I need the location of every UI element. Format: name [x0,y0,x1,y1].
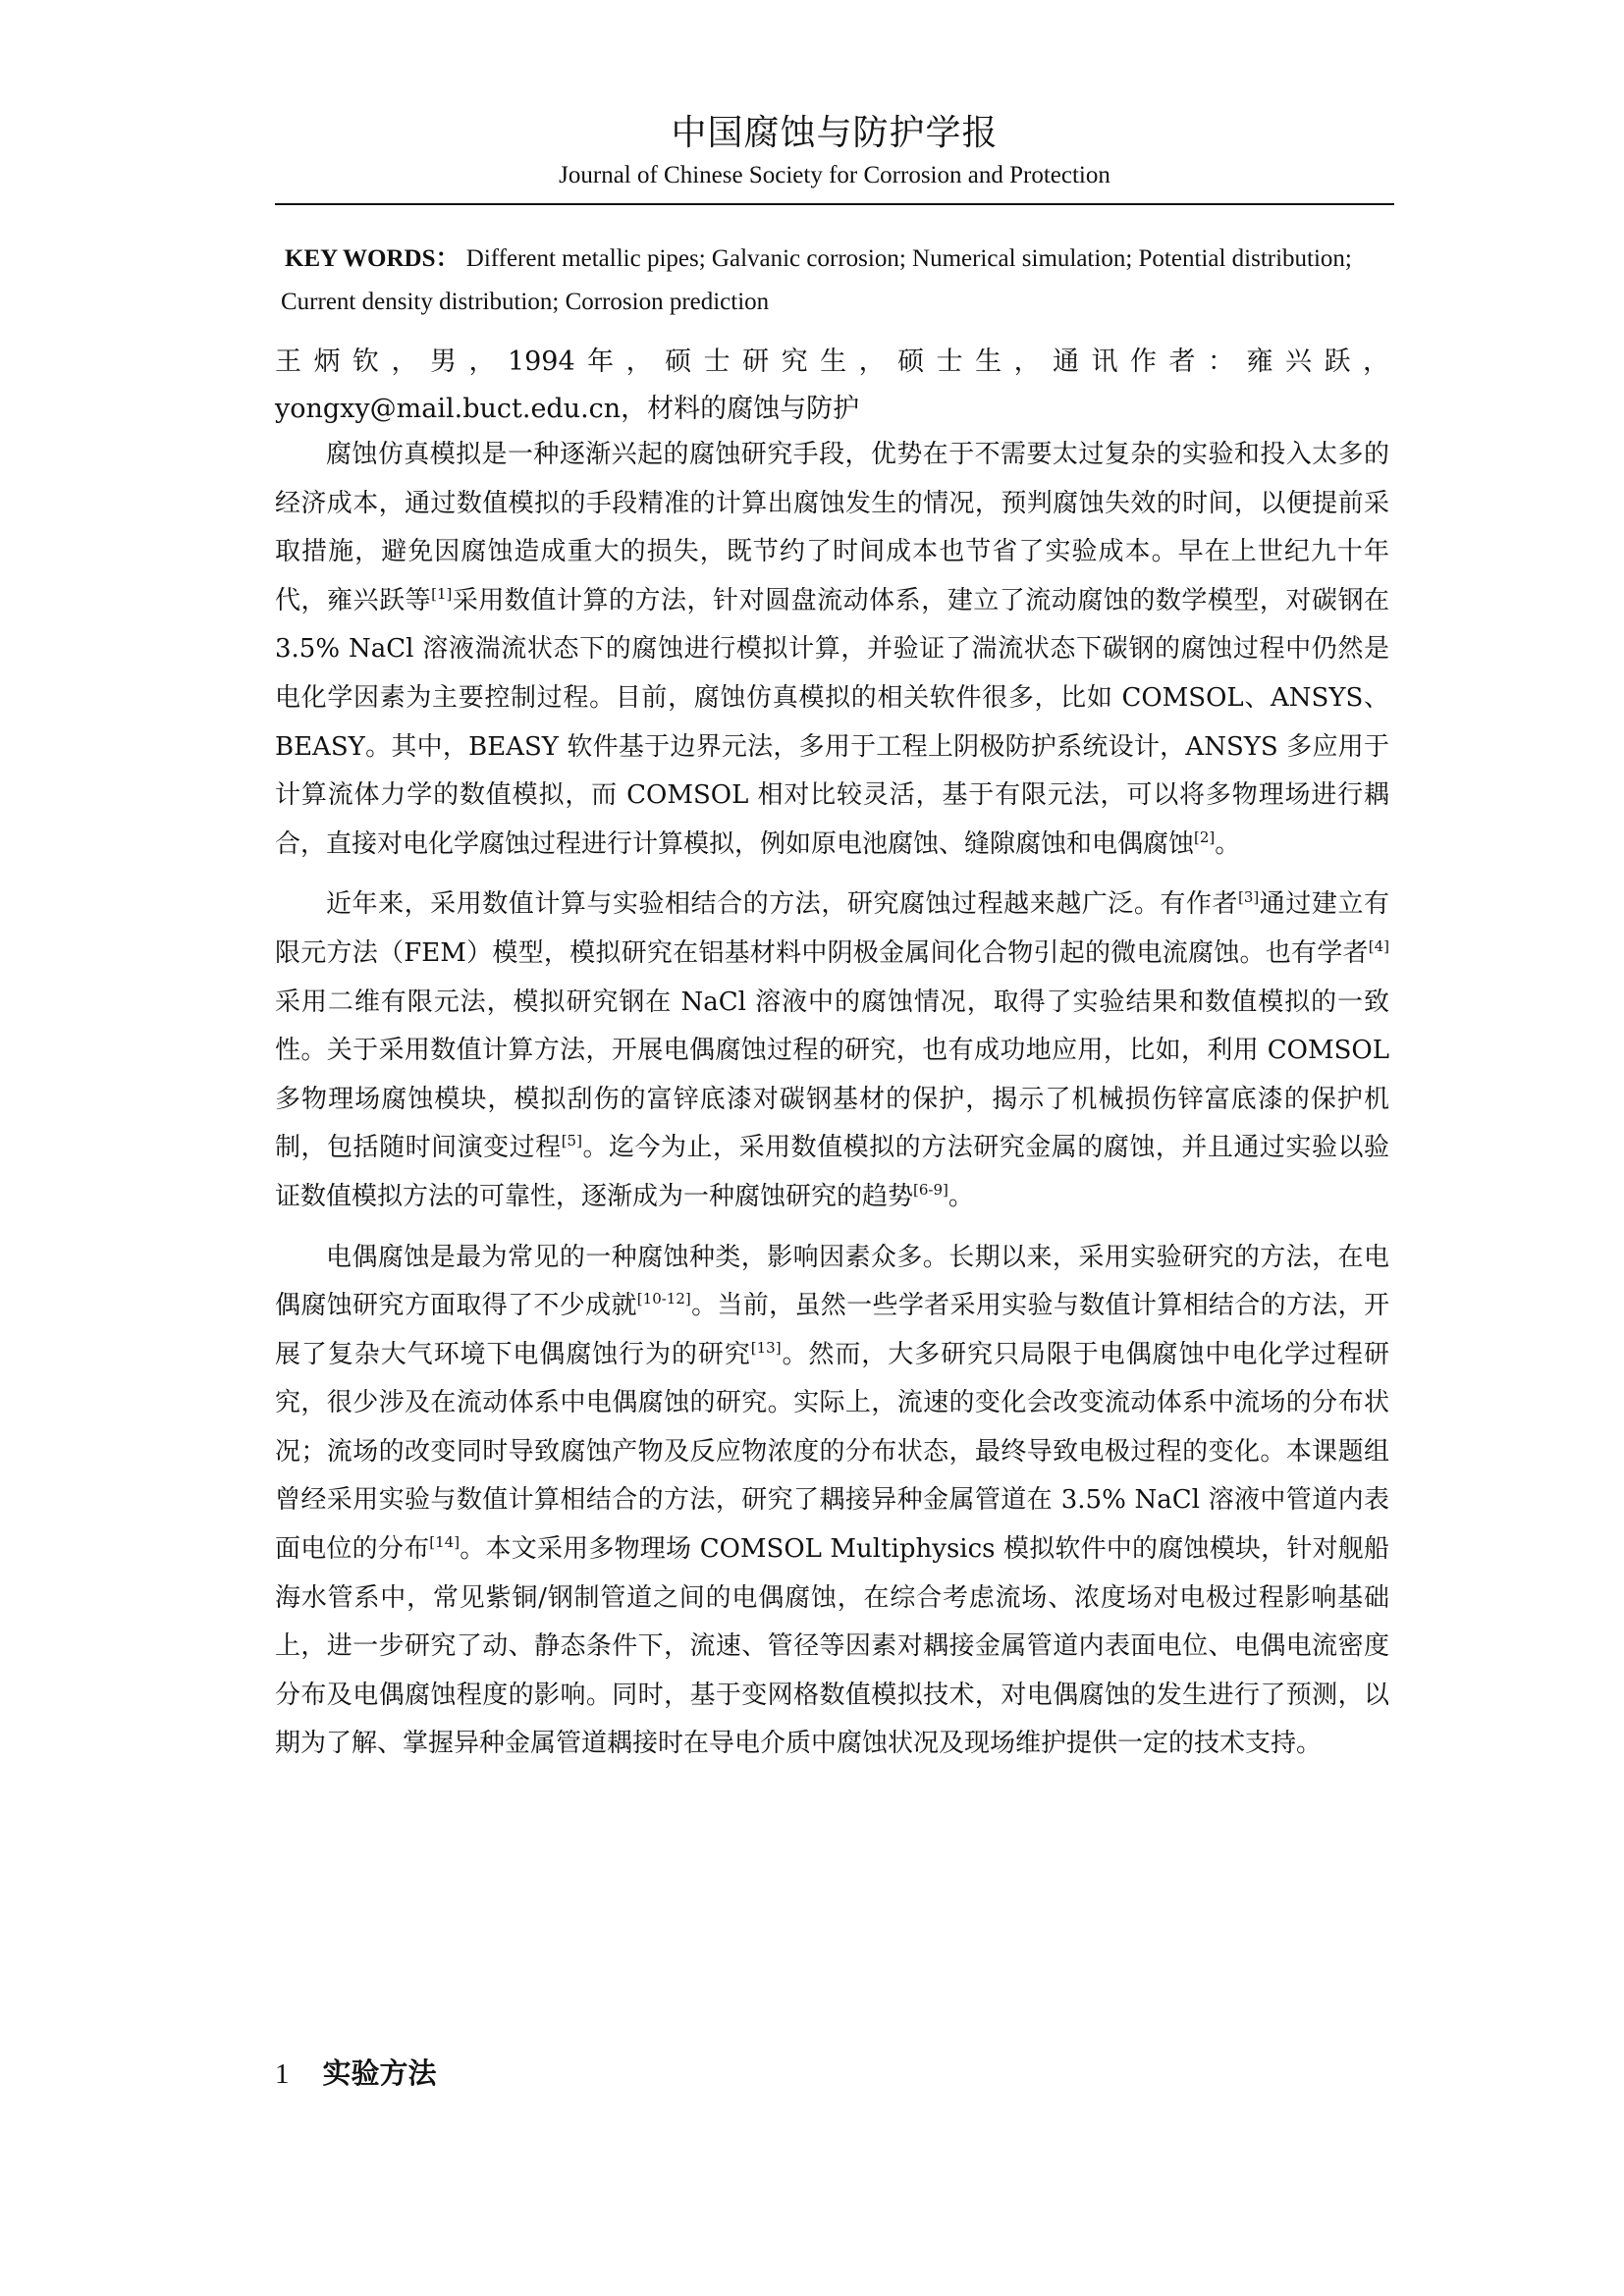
body-text [275,431,1389,1769]
paragraph-text: 电偶腐蚀是最为常见的一种腐蚀种类，影响因素众多。长期以来，采用实验研究的方法，在电偶腐蚀研究方面取得了不少成就 [275,1242,1389,1321]
journal-header [275,110,1394,192]
paragraph-text: 。本文采用多物理场 COMSOL Multiphysics 模拟软件中的腐蚀模块，针对舰船海水管系中，常见紫铜/钢制管道之间的电偶腐蚀，在综合考虑流场、浓度场对电极过程影响基础上，进一步研究了动、静态条件下，流速、管径等因素对耦接金属管道内表面电位、电偶电流密度分布及电偶腐蚀程度的影响。同时，基于变网格数值模拟技术，对电偶腐蚀的发生进行了预测，以期为了解、掌握异种金属管道耦接时在导电介质中腐蚀状况及现场维护提供一定的技术支持。 [275,1534,1389,1759]
author-info-line1: 王炳钦，男，1994年，硕士研究生，硕士生，通讯作者：雍兴跃， [275,347,1389,377]
paragraph-text: 近年来，采用数值计算与实验相结合的方法，研究腐蚀过程越来越广泛。有作者 [326,889,1239,920]
section-number: 1 [275,2058,290,2090]
body-paragraph [275,881,1389,1221]
author-info-line2: yongxy@mail.buct.edu.cn，材料的腐蚀与防护 [275,394,860,424]
header-divider [275,203,1394,205]
citation-ref: [3] [1238,888,1260,907]
body-paragraph [275,431,1389,869]
body-paragraph [275,1234,1389,1770]
journal-title-en: Journal of Chinese Society for Corrosion and Protection [559,162,1110,188]
citation-ref: [2] [1194,828,1216,846]
paragraph-text: 。迄今为止，采用数值模拟的方法研究金属的腐蚀，并且通过实验以验证数值模拟方法的可靠性，逐渐成为一种腐蚀研究的趋势 [275,1133,1389,1211]
paragraph-text: 。当前，虽然一些学者采用实验与数值计算相结合的方法，开展了复杂大气环境下电偶腐蚀行为的研究 [275,1291,1389,1369]
paragraph-text: 通过建立有限元方法（FEM）模型，模拟研究在铝基材料中阴极金属间化合物引起的微电流腐蚀。也有学者 [275,889,1389,968]
paragraph-text: 采用数值计算的方法，针对圆盘流动体系，建立了流动腐蚀的数学模型，对碳钢在 3.5% NaCl 溶液湍流状态下的腐蚀进行模拟计算，并验证了湍流状态下碳钢的腐蚀过程中仍然是电化学因素为主要控制过程。目前，腐蚀仿真模拟的相关软件很多，比如 COMSOL、ANSYS、BEASY。其中，BEASY 软件基于边界元法，多用于工程上阴极防护系统设计，ANSYS 多应用于计算流体力学的数值模拟，而 COMSOL 相对比较灵活，基于有限元法，可以将多物理场进行耦合，直接对电化学腐蚀过程进行计算模拟，例如原电池腐蚀、缝隙腐蚀和电偶腐蚀 [275,585,1389,859]
paragraph-text: 腐蚀仿真模拟是一种逐渐兴起的腐蚀研究手段，优势在于不需要太过复杂的实验和投入太多的经济成本，通过数值模拟的手段精准的计算出腐蚀发生的情况，预判腐蚀失效的时间，以便提前采取措施，避免因腐蚀造成重大的损失，既节约了时间成本也节省了实验成本。早在上世纪九十年代，雍兴跃等 [275,440,1389,615]
citation-ref: [13] [750,1338,782,1357]
keywords-text: Different metallic pipes; Galvanic corrosion; Numerical simulation; Potential distribution; Current density distribution; Corrosion prediction [281,245,1352,315]
paragraph-text: 。然而，大多研究只局限于电偶腐蚀中电化学过程研究，很少涉及在流动体系中电偶腐蚀的研究。实际上，流速的变化会改变流动体系中流场的分布状况；流场的改变同时导致腐蚀产物及反应物浓度的分布状态，最终导致电极过程的变化。本课题组曾经采用实验与数值计算相结合的方法，研究了耦接异种金属管道在 3.5% NaCl 溶液中管道内表面电位的分布 [275,1339,1389,1565]
section-title: 实验方法 [322,2056,437,2090]
citation-ref: [4] [1368,936,1389,955]
citation-ref: [6-9] [913,1180,948,1199]
paragraph-text: 。 [947,1181,974,1211]
citation-ref: [10-12] [636,1290,691,1308]
citation-ref: [14] [429,1533,460,1552]
citation-ref: [5] [561,1132,582,1150]
citation-ref: [1] [431,584,453,603]
journal-title-cn: 中国腐蚀与防护学报 [671,113,999,153]
section-heading [275,2052,437,2096]
keywords-block [281,238,1380,324]
keywords-label: KEY WORDS： [285,245,460,272]
paragraph-text: 。 [1215,828,1241,859]
paragraph-text: 采用二维有限元法，模拟研究钢在 NaCl 溶液中的腐蚀情况，取得了实验结果和数值模拟的一致性。关于采用数值计算方法，开展电偶腐蚀过程的研究，也有成功地应用，比如，利用 COMSOL 多物理场腐蚀模块，模拟刮伤的富锌底漆对碳钢基材的保护，揭示了机械损伤锌富底漆的保护机制，包括随时间演变过程 [275,987,1389,1163]
